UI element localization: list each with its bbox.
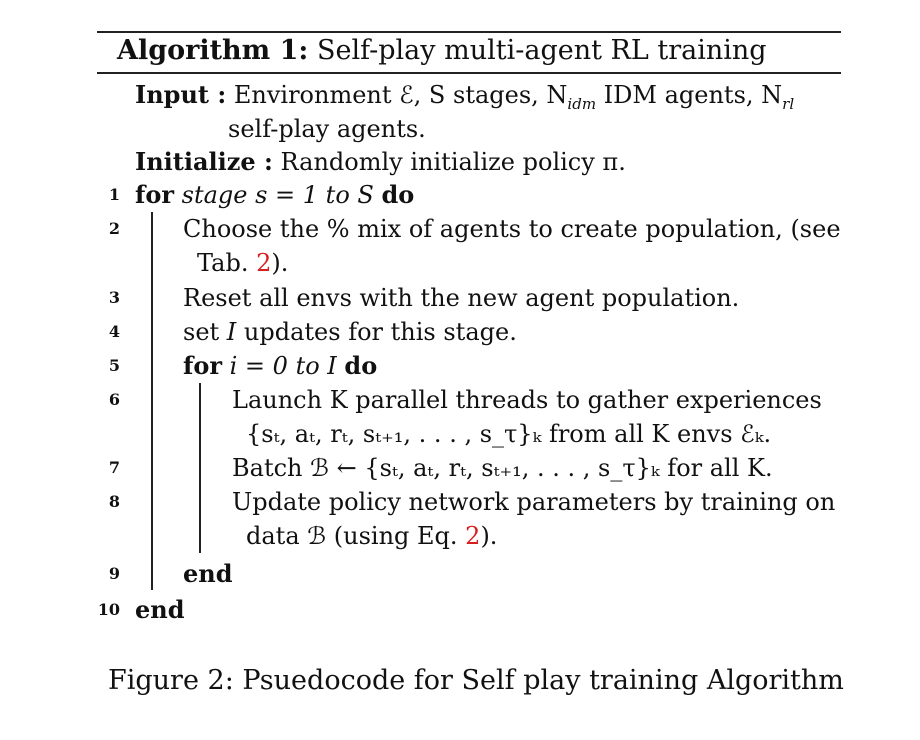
algo-line-8b <box>246 521 497 551</box>
keyword-end-outer: end <box>135 595 185 624</box>
title-rule <box>97 72 841 74</box>
line-2b-pre: Tab. <box>197 249 257 277</box>
line-number: 6 <box>108 390 120 409</box>
algo-line-6b: {sₜ, aₜ, rₜ, sₜ₊₁, . . . , s_τ}ₖ from all K envs ℰₖ. <box>246 420 772 448</box>
algorithm-title-text: Self-play multi-agent RL training <box>317 35 767 66</box>
outer-loop-bar <box>151 212 153 590</box>
line-number: 3 <box>108 288 120 307</box>
algo-line-7: Batch ℬ ← {sₜ, aₜ, rₜ, sₜ₊₁, . . . , s_τ}ₖ for all K. <box>232 454 773 482</box>
keyword-do: do <box>344 351 378 380</box>
line-number: 9 <box>108 564 120 583</box>
algo-line-3: Reset all envs with the new agent population. <box>183 284 740 312</box>
keyword-for: for <box>135 180 174 209</box>
line-number: 7 <box>108 458 120 477</box>
algo-line-8a: Update policy network parameters by training on <box>232 488 836 516</box>
line-4-var: I <box>226 318 237 346</box>
algo-line-5 <box>183 351 377 381</box>
line-number: 5 <box>108 356 120 375</box>
line-4-post: updates for this stage. <box>236 318 517 346</box>
loop-condition: i = 0 to I <box>229 352 337 380</box>
input-rl-sub: rl <box>782 94 795 113</box>
line-number: 8 <box>108 492 120 511</box>
algo-line-4 <box>183 317 517 347</box>
loop-condition: stage s = 1 to S <box>181 181 374 209</box>
initialize-text: Randomly initialize policy π. <box>280 148 626 176</box>
line-number: 10 <box>97 600 120 619</box>
algo-line-1 <box>135 180 414 210</box>
algorithm-header-label: Algorithm 1: <box>117 35 309 66</box>
equation-ref-link[interactable]: 2 <box>465 522 481 550</box>
algo-line-2a: Choose the % mix of agents to create population, (see <box>183 215 841 243</box>
line-number: 1 <box>108 185 120 204</box>
input-idm-sub: idm <box>567 94 597 113</box>
input-label: Input : <box>135 80 227 109</box>
top-rule <box>97 31 841 33</box>
line-8b-post: ). <box>480 522 498 550</box>
initialize-line <box>135 147 626 177</box>
input-line <box>135 80 794 119</box>
initialize-label: Initialize : <box>135 147 273 176</box>
figure-caption: Figure 2: Psuedocode for Self play training Algorithm <box>108 665 844 696</box>
line-number: 2 <box>108 219 120 238</box>
keyword-do: do <box>381 180 415 209</box>
line-number: 4 <box>108 322 120 341</box>
input-line-2: self-play agents. <box>228 115 426 143</box>
algorithm-title <box>117 34 767 68</box>
keyword-end-inner: end <box>183 559 233 588</box>
table-ref-link[interactable]: 2 <box>256 249 272 277</box>
line-4-pre: set <box>183 318 227 346</box>
keyword-for: for <box>183 351 222 380</box>
line-2b-post: ). <box>271 249 289 277</box>
line-8b-pre: data ℬ (using Eq. <box>246 522 466 550</box>
input-text-2: IDM agents, N <box>596 81 783 109</box>
algo-line-2b <box>197 248 288 278</box>
algo-line-6a: Launch K parallel threads to gather experiences <box>232 386 822 414</box>
inner-loop-bar <box>199 383 201 553</box>
input-text-1: Environment ℰ, S stages, N <box>233 81 568 109</box>
